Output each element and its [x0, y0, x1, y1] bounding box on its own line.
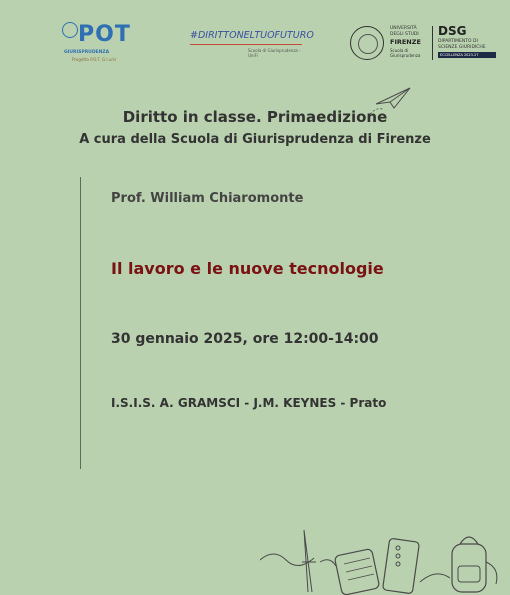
- dsg-subtitle: [438, 39, 498, 50]
- dsg-line1: DIPARTIMENTO DI: [438, 39, 478, 44]
- dsg-logo: [438, 24, 498, 64]
- vertical-divider: [80, 177, 81, 469]
- hashtag-text: #DIRITTONELTUOFUTURO: [190, 30, 314, 41]
- hashtag-subtext: Scuola di Giurisprudenza - UniFi: [248, 48, 301, 58]
- hashtag-logo: [190, 30, 314, 60]
- event-subtitle: A cura della Scuola di Giurisprudenza di Firenze: [79, 132, 431, 147]
- unifi-logo: [350, 24, 430, 62]
- unifi-school: [390, 48, 420, 58]
- hashtag-underline: [190, 44, 302, 45]
- unifi-sub1: Scuola di: [390, 48, 409, 53]
- pot-logo-line2: Progetto P.O.T. G.I.uris: [72, 57, 117, 62]
- unifi-header: [390, 26, 419, 37]
- university-seal-icon: [350, 26, 384, 60]
- logo-divider: [432, 26, 433, 60]
- pot-logo: [58, 22, 131, 66]
- speaker-name: Prof. William Chiaromonte: [111, 191, 304, 206]
- pot-logo-name: POT: [78, 22, 131, 47]
- unifi-city: FIRENZE: [390, 38, 421, 46]
- pot-circle-mark-icon: [62, 22, 78, 38]
- dsg-name: DSG: [438, 24, 467, 38]
- talk-title: Il lavoro e le nuove tecnologie: [111, 259, 384, 278]
- event-venue: I.S.I.S. A. GRAMSCI - J.M. KEYNES - Prato: [111, 396, 387, 410]
- dsg-line2: SCIENZE GIURIDICHE: [438, 44, 486, 50]
- unifi-line1: UNIVERSITÀ: [390, 26, 417, 31]
- event-title: Diritto in classe. Primaedizione: [122, 108, 388, 126]
- dsg-excellence-bar: ECCELLENZA 2023-27: [438, 52, 496, 58]
- school-supplies-doodle-icon: [260, 522, 510, 595]
- unifi-sub2: Giurisprudenza: [390, 53, 421, 58]
- logo-bar: [0, 0, 510, 80]
- unifi-line2: DEGLI STUDI: [390, 31, 419, 37]
- event-datetime: 30 gennaio 2025, ore 12:00-14:00: [111, 331, 379, 347]
- pot-logo-line1: GIURISPRUDENZA: [64, 50, 110, 55]
